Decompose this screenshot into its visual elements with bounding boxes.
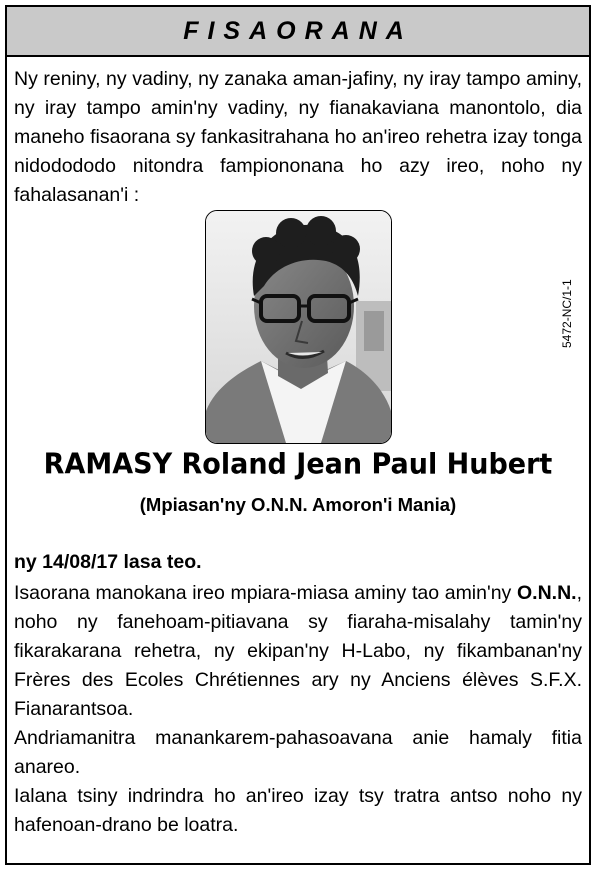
intro-paragraph: Ny reniny, ny vadiny, ny zanaka aman-jafiny, ny iray tampo aminy, ny iray tampo amin'ny vadiny, ny fianakaviana manontolo, dia maneho fisaorana sy fankasitrahana ho an'ireo rehetra izay tonga nidodododo nitondra fampiononana ho azy ireo, noho ny fahalasanan'i :	[14, 68, 582, 206]
date-line: ny 14/08/17 lasa teo.	[14, 551, 202, 573]
reference-code: 5472-NC/1-1	[560, 279, 574, 348]
deceased-name: RAMASY Roland Jean Paul Hubert	[43, 448, 553, 481]
portrait-illustration	[206, 211, 391, 443]
notice-header	[7, 7, 589, 57]
deceased-affiliation: (Mpiasan'ny O.N.N. Amoron'i Mania)	[139, 494, 457, 515]
portrait-photo	[205, 210, 392, 444]
apology-paragraph: Ialana tsiny indrindra ho an'ireo izay tsy tratra antso noho ny hafenoan-drano be loatra.	[14, 785, 582, 836]
notice-title: FISAORANA	[183, 16, 413, 45]
blessing-paragraph: Andriamanitra manankarem-pahasoavana anie hamaly fitia anareo.	[14, 727, 582, 778]
notice-frame	[5, 5, 591, 865]
thanks-paragraph: Isaorana manokana ireo mpiara-miasa aminy tao amin'ny O.N.N., noho ny fanehoam-pitiavana sy fiaraha-misalahy tamin'ny fikarakarana rehetra, ny ekipan'ny H-Labo, ny fikambanan'ny Frères des Ecoles Chrétiennes ary ny Anciens élèves S.F.X. Fianarantsoa.	[14, 582, 582, 720]
org-acronym: O.N.N.	[516, 582, 577, 604]
acknowledgements	[14, 579, 582, 840]
